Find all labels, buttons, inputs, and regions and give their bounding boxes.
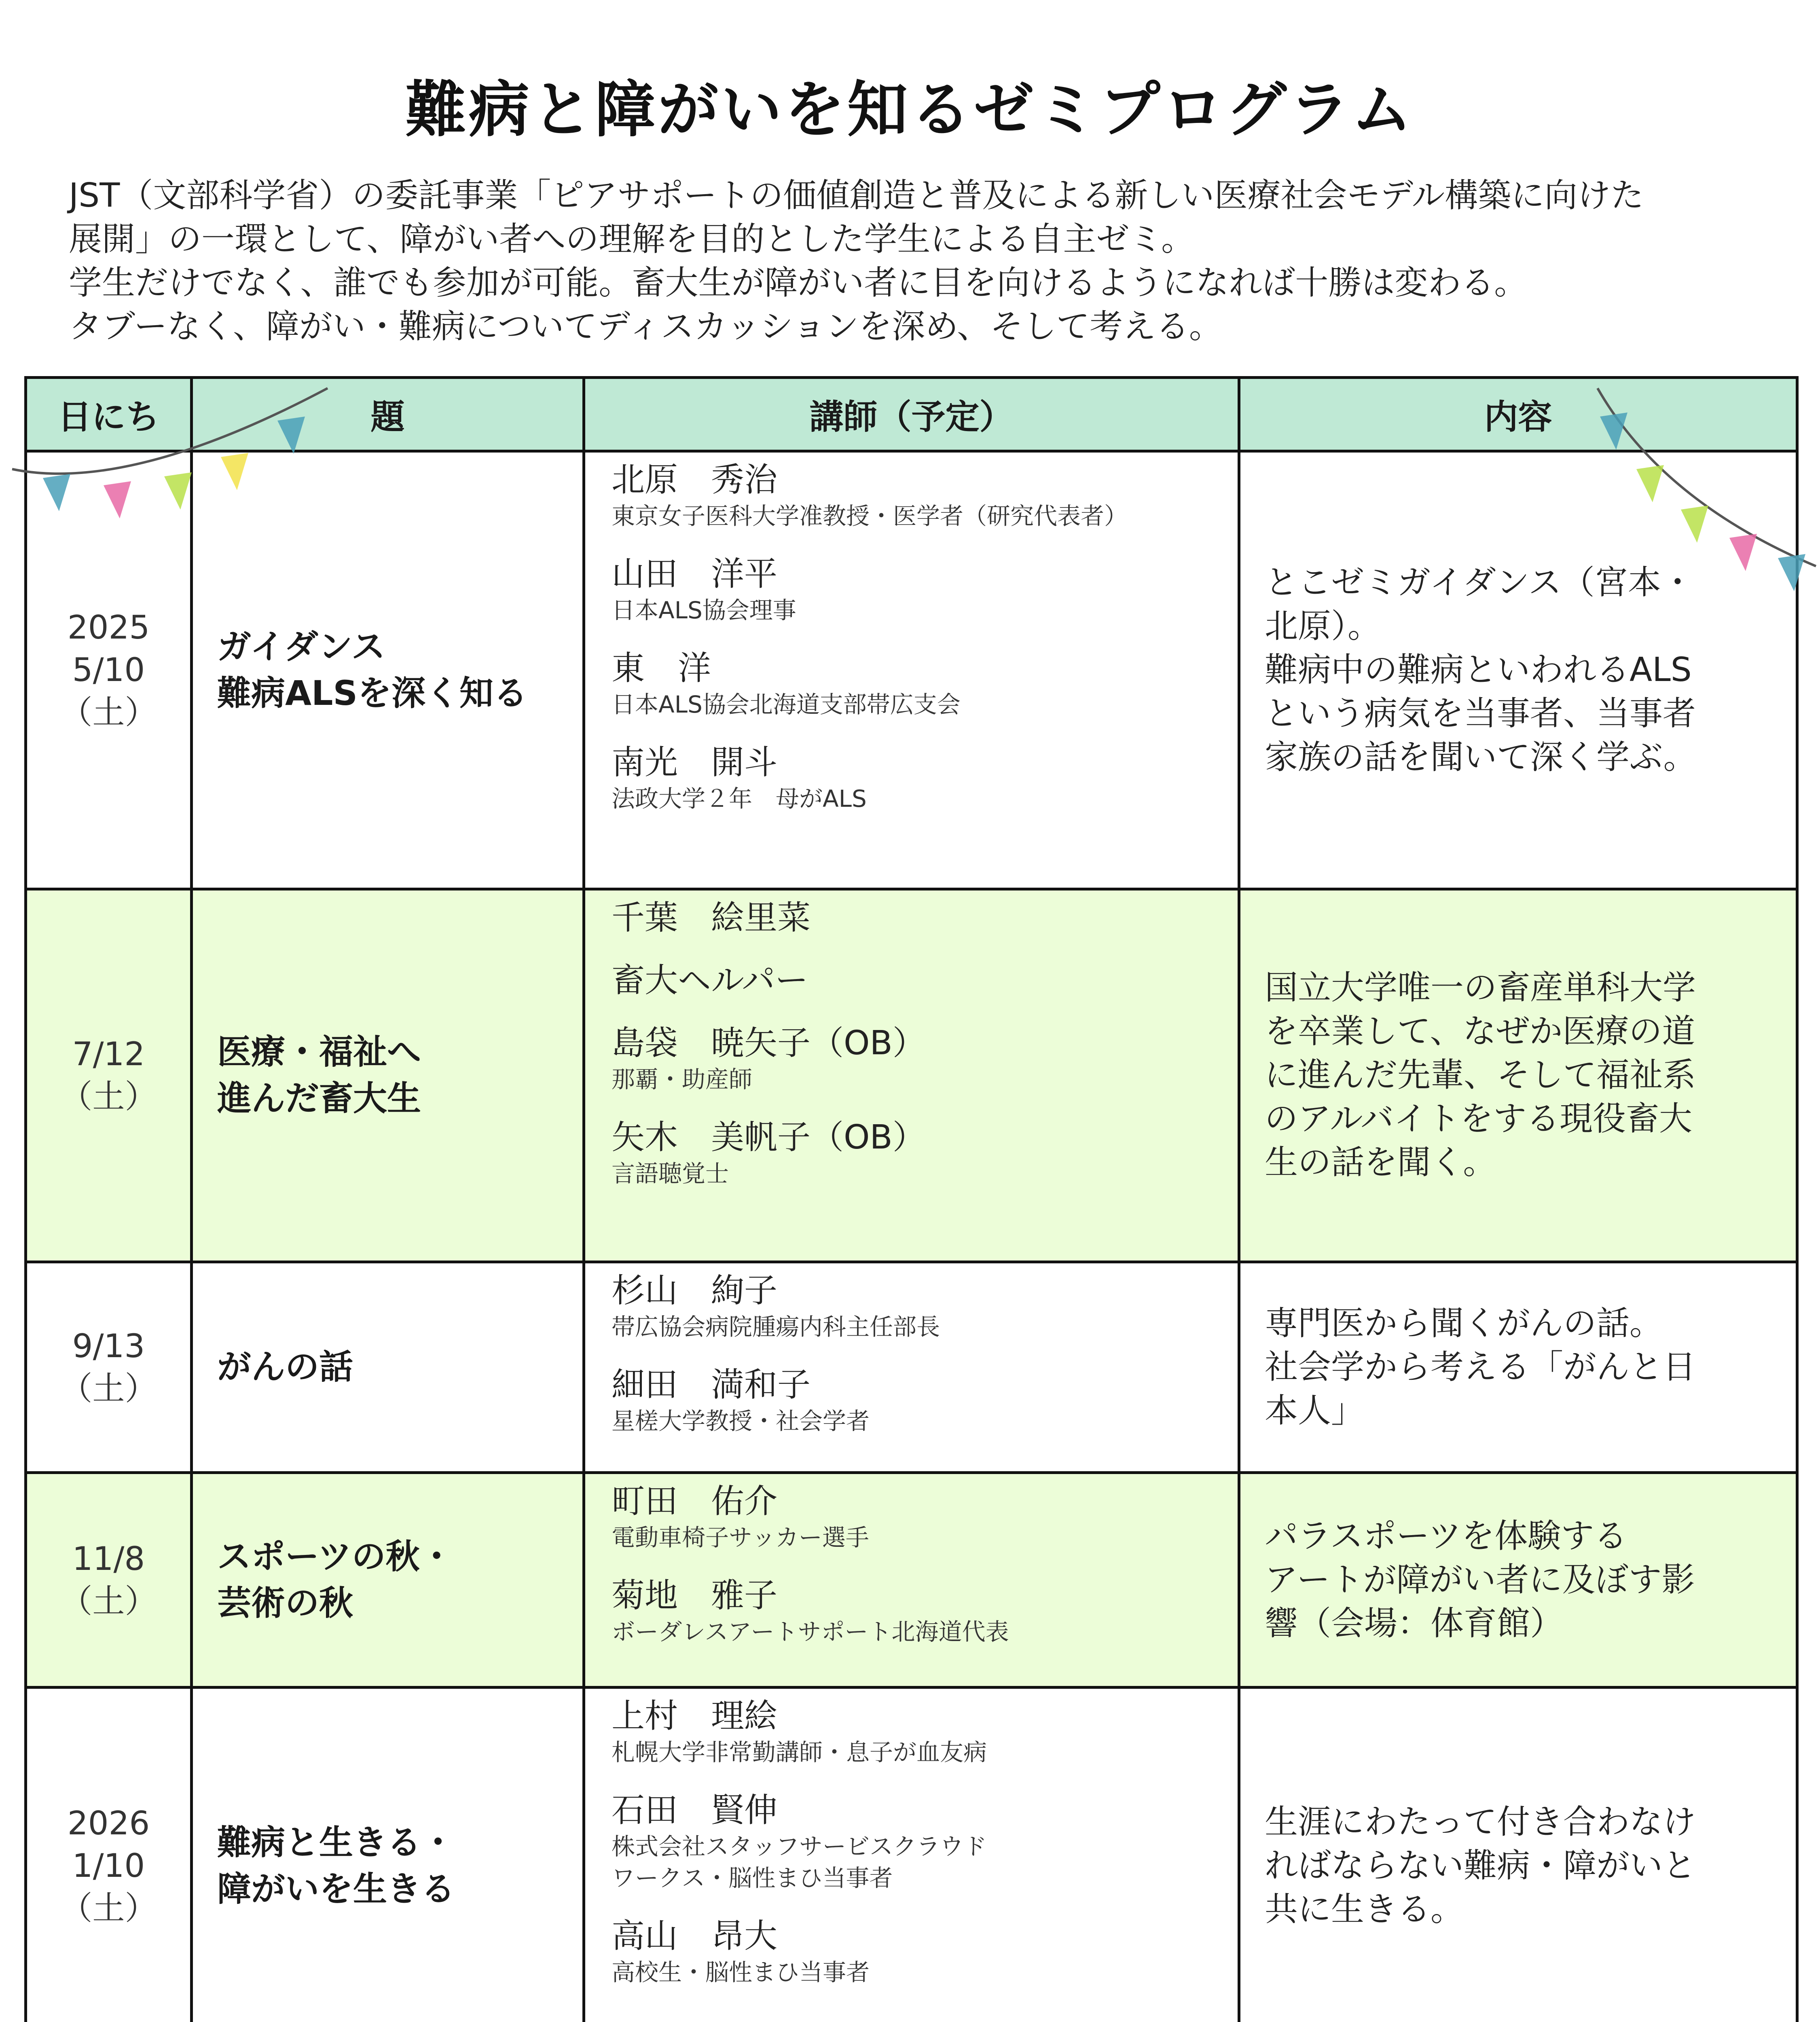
page-title: 難病と障がいを知るゼミプログラム xyxy=(405,75,1415,145)
speaker-name: 千葉 絵里菜 xyxy=(612,898,811,937)
table-row xyxy=(26,1473,1797,1688)
speaker-name: 山田 洋平 xyxy=(612,555,778,593)
speaker-affiliation: 札幌大学非常勤講師・息子が血友病 xyxy=(612,1739,987,1766)
cell-speakers xyxy=(584,1473,1239,1688)
speaker-affiliation: 株式会社スタッフサービスクラウド xyxy=(612,1833,987,1861)
speaker-name: 菊地 雅子 xyxy=(612,1576,778,1615)
speaker-name: 細田 満和子 xyxy=(612,1365,811,1404)
speaker xyxy=(612,1117,1238,1189)
speaker-affiliation: 法政大学２年 母がALS xyxy=(612,785,867,812)
schedule-table xyxy=(24,376,1799,2022)
speaker-affiliation: 電動車椅子サッカー選手 xyxy=(612,1524,869,1552)
header-date: 日にち xyxy=(26,378,192,451)
date-line: （土） xyxy=(60,694,157,732)
topic-line: 医療・福祉へ xyxy=(217,1032,421,1072)
speaker-name: 矢木 美帆子（OB） xyxy=(612,1118,926,1157)
speaker xyxy=(612,460,1238,532)
bunting-flag xyxy=(1729,534,1757,571)
topic-line: 難病と生きる・ xyxy=(217,1822,455,1862)
cell-date xyxy=(26,1262,192,1472)
cell-topic xyxy=(192,1262,584,1472)
content-line: 響（会場：体育館） xyxy=(1265,1604,1564,1643)
speaker-name: 上村 理絵 xyxy=(612,1697,778,1736)
date-line: 9/13 xyxy=(72,1327,145,1365)
date-line: （土） xyxy=(60,1582,157,1620)
bunting-flag xyxy=(1636,465,1664,502)
cell-content xyxy=(1239,889,1797,1262)
cell-date xyxy=(26,1688,192,2022)
speaker-name: 東 洋 xyxy=(612,649,711,687)
topic-line: スポーツの秋・ xyxy=(217,1537,454,1577)
schedule-body xyxy=(26,451,1797,2022)
speaker-name: 高山 昂大 xyxy=(612,1917,778,1956)
speaker-name: 町田 佑介 xyxy=(612,1482,778,1521)
header-content: 内容 xyxy=(1239,378,1797,451)
date-line: （土） xyxy=(60,1369,157,1407)
date-line: 2026 xyxy=(67,1804,150,1842)
date-line: 5/10 xyxy=(72,651,145,689)
speaker xyxy=(612,1023,1238,1095)
content-line: 本人」 xyxy=(1265,1391,1365,1430)
content-line: 社会学から考える「がんと日 xyxy=(1265,1347,1696,1386)
topic-line: 芸術の秋 xyxy=(217,1583,353,1623)
date-line: 2025 xyxy=(67,609,150,647)
intro-line: 学生だけでなく、誰でも参加が可能。畜大生が障がい者に目を向けるようになれば十勝は変わる。 xyxy=(69,264,1528,302)
bunting-flag xyxy=(164,472,192,510)
date-line: （土） xyxy=(60,1078,157,1116)
speaker-affiliation: 日本ALS協会北海道支部帯広支会 xyxy=(612,691,961,718)
speaker-name: 杉山 絢子 xyxy=(612,1271,778,1310)
cell-topic xyxy=(192,1688,584,2022)
table-row xyxy=(26,889,1797,1262)
cell-speakers xyxy=(584,889,1239,1262)
content-line: 難病中の難病といわれるALS xyxy=(1265,650,1692,689)
speaker xyxy=(612,648,1238,720)
speaker-affiliation: 高校生・脳性まひ当事者 xyxy=(612,1959,870,1986)
bunting-flag xyxy=(1600,412,1627,450)
cell-date xyxy=(26,1473,192,1688)
bunting-flag xyxy=(104,481,131,518)
speaker xyxy=(612,742,1238,814)
content-line: パラスポーツを体験する xyxy=(1265,1517,1627,1556)
header-speakers: 講師（予定） xyxy=(584,378,1239,451)
cell-speakers xyxy=(584,1688,1239,2022)
cell-content xyxy=(1239,1262,1797,1472)
content-line: を卒業して、なぜか医療の道 xyxy=(1265,1012,1695,1051)
cell-speakers xyxy=(584,451,1239,889)
speaker-affiliation: 言語聴覚士 xyxy=(612,1159,729,1187)
intro-line: JST（文部科学省）の委託事業「ピアサポートの価値創造と普及による新しい医療社会モデル構築に向けた xyxy=(69,176,1644,215)
speaker-affiliation: 星槎大学教授・社会学者 xyxy=(612,1407,870,1435)
table-row xyxy=(26,1688,1797,2022)
speaker xyxy=(612,1696,1238,1768)
content-line: 生の話を聞く。 xyxy=(1265,1143,1496,1182)
content-line: ればならない難病・障がいと xyxy=(1265,1846,1696,1885)
content-line: のアルバイトをする現役畜大 xyxy=(1265,1100,1692,1138)
speaker-name: 島袋 暁矢子（OB） xyxy=(612,1024,926,1062)
content-line: 家族の話を聞いて深く学ぶ。 xyxy=(1265,738,1697,776)
speaker-affiliation: ボーダレスアートサポート北海道代表 xyxy=(612,1618,1009,1646)
content-line: に進んだ先輩、そして福祉系 xyxy=(1265,1056,1696,1095)
header-topic: 題 xyxy=(192,378,584,451)
speaker xyxy=(612,554,1238,626)
speaker-name: 畜大ヘルパー xyxy=(612,961,808,1000)
bunting-flag xyxy=(1778,554,1805,591)
cell-date xyxy=(26,889,192,1262)
bunting-flag xyxy=(43,474,70,511)
topic-line: 障がいを生きる xyxy=(217,1869,455,1909)
content-line: とこゼミガイダンス（宮本・ xyxy=(1265,563,1694,602)
speaker xyxy=(612,1916,1238,1988)
topic-line: ガイダンス xyxy=(217,626,385,666)
bunting-flag xyxy=(277,417,305,454)
speaker xyxy=(612,1365,1238,1437)
speaker-name: 南光 開斗 xyxy=(612,743,778,782)
date-line: （土） xyxy=(60,1889,157,1927)
speaker xyxy=(612,1271,1238,1343)
content-line: 生涯にわたって付き合わなけ xyxy=(1265,1802,1696,1841)
content-line: 北原）。 xyxy=(1265,607,1381,645)
date-line: 7/12 xyxy=(72,1035,145,1073)
speaker xyxy=(612,1576,1238,1648)
content-line: という病気を当事者、当事者 xyxy=(1265,694,1696,733)
topic-line: がんの話 xyxy=(217,1347,353,1387)
speaker xyxy=(612,1790,1238,1894)
speaker-affiliation: ワークス・脳性まひ当事者 xyxy=(612,1864,893,1892)
speaker-affiliation: 帯広協会病院腫瘍内科主任部長 xyxy=(612,1313,940,1341)
bunting-right-decoration xyxy=(1589,380,1820,607)
speaker xyxy=(612,1481,1238,1553)
topic-line: 難病ALSを深く知る xyxy=(217,673,528,713)
content-line: 共に生きる。 xyxy=(1265,1890,1464,1929)
content-line: 国立大学唯一の畜産単科大学 xyxy=(1265,969,1696,1007)
speaker xyxy=(612,898,1238,938)
cell-topic xyxy=(192,1473,584,1688)
speaker-name: 石田 賢伸 xyxy=(612,1791,778,1830)
topic-line: 進んだ畜大生 xyxy=(217,1079,421,1119)
intro-line: 展開」の一環として、障がい者への理解を目的とした学生による自主ゼミ。 xyxy=(69,220,1195,258)
speaker xyxy=(612,960,1238,1001)
cell-content xyxy=(1239,1688,1797,2022)
speaker-affiliation: 東京女子医科大学准教授・医学者（研究代表者） xyxy=(612,502,1128,530)
speaker-name: 北原 秀治 xyxy=(612,461,778,499)
cell-topic xyxy=(192,889,584,1262)
cell-speakers xyxy=(584,1262,1239,1472)
bunting-flag xyxy=(221,453,248,490)
speaker-affiliation: 那覇・助産師 xyxy=(612,1065,753,1093)
table-row xyxy=(26,1262,1797,1472)
speaker-affiliation: 日本ALS協会理事 xyxy=(612,596,796,624)
date-line: 11/8 xyxy=(72,1540,145,1578)
bunting-flag xyxy=(1681,506,1708,543)
content-line: アートが障がい者に及ぼす影 xyxy=(1265,1561,1695,1599)
intro-text xyxy=(69,174,1767,349)
bunting-left-decoration xyxy=(8,364,340,526)
date-line: 1/10 xyxy=(72,1847,145,1885)
cell-content xyxy=(1239,1473,1797,1688)
intro-line: タブーなく、障がい・難病についてディスカッションを深め、そして考える。 xyxy=(69,307,1222,346)
content-line: 専門医から聞くがんの話。 xyxy=(1265,1304,1663,1343)
